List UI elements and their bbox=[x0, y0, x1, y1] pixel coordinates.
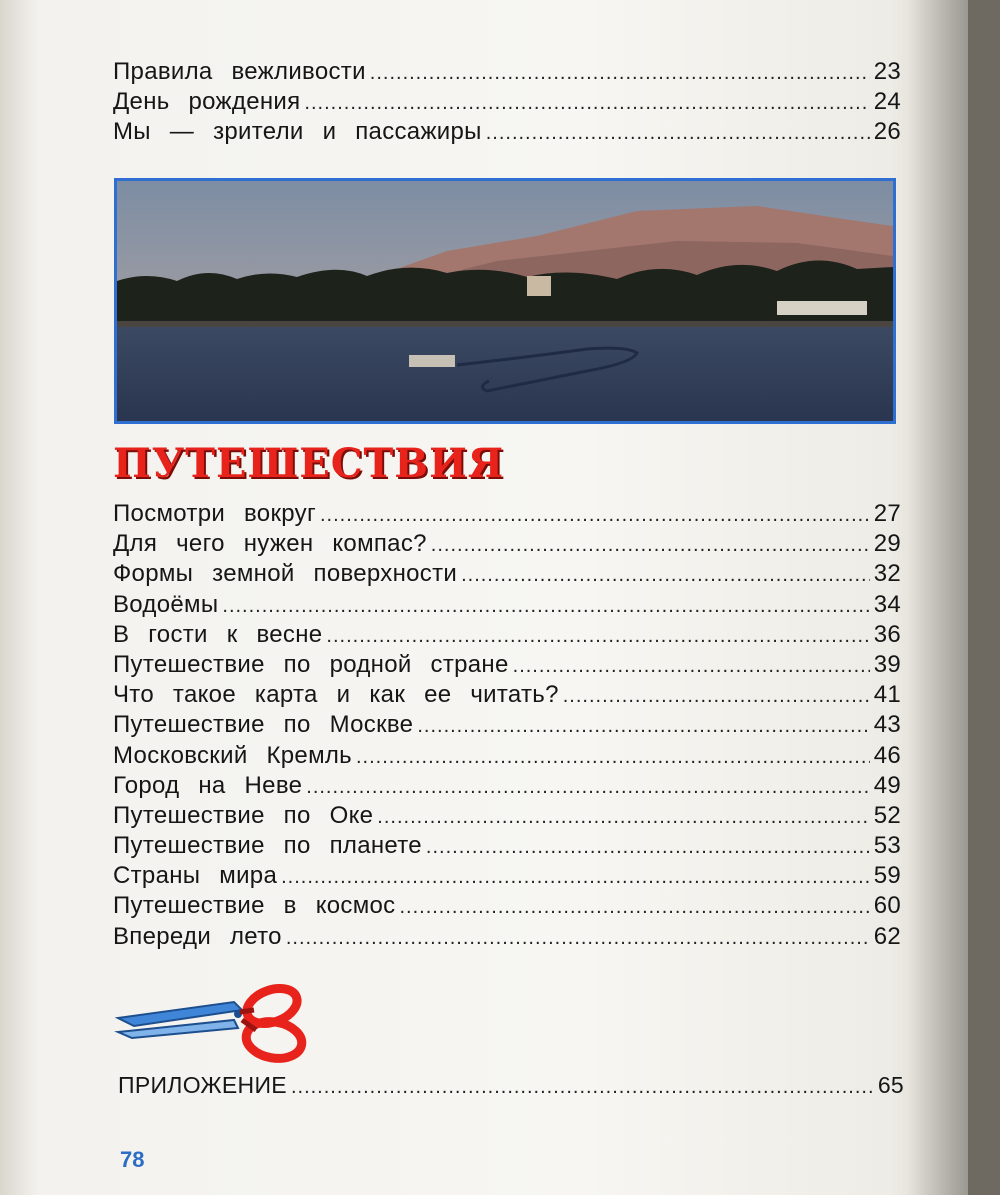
toc-entry bbox=[113, 711, 901, 741]
toc-entry bbox=[113, 772, 901, 802]
toc-top-list bbox=[113, 58, 901, 149]
toc-entry-page: 39 bbox=[873, 650, 901, 678]
toc-leader-dots bbox=[281, 866, 870, 889]
toc-entry-title: День рождения bbox=[113, 88, 301, 116]
appendix-entry-block bbox=[118, 1072, 904, 1102]
toc-leader-dots bbox=[461, 564, 870, 587]
toc-leader-dots bbox=[356, 746, 870, 769]
toc-leader-dots bbox=[431, 534, 870, 557]
toc-entry-title: Правила вежливости bbox=[113, 58, 366, 85]
toc-entry-title: Впереди лето bbox=[113, 922, 282, 950]
toc-entry-title: Путешествие по Москве bbox=[113, 711, 414, 739]
toc-entry-page: 32 bbox=[873, 560, 901, 588]
toc-entry bbox=[113, 651, 901, 681]
toc-entry-page: 49 bbox=[873, 771, 901, 799]
toc-entry bbox=[113, 560, 901, 590]
toc-entry bbox=[113, 862, 901, 892]
toc-entry bbox=[113, 923, 901, 953]
toc-entry bbox=[113, 892, 901, 922]
toc-entry-page: 60 bbox=[873, 892, 901, 920]
toc-entry-page: 46 bbox=[873, 741, 901, 769]
toc-entry bbox=[113, 802, 901, 832]
toc-leader-dots bbox=[417, 715, 869, 738]
toc-entry-page: 52 bbox=[873, 801, 901, 829]
toc-entry bbox=[113, 500, 901, 530]
section-heading: ПУТЕШЕСТВИЯ bbox=[113, 440, 505, 487]
toc-section-list bbox=[113, 500, 901, 953]
toc-entry-title: Путешествие в космос bbox=[113, 892, 396, 920]
toc-leader-dots bbox=[304, 92, 869, 115]
toc-entry-title: Путешествие по родной стране bbox=[113, 650, 509, 678]
toc-entry-title: Страны мира bbox=[113, 862, 278, 890]
toc-entry-title: Водоёмы bbox=[113, 590, 219, 618]
toc-entry-title: Посмотри вокруг bbox=[113, 500, 316, 527]
toc-entry-page: 24 bbox=[873, 88, 901, 116]
toc-leader-dots bbox=[286, 927, 870, 950]
toc-entry-page: 53 bbox=[873, 832, 901, 860]
toc-entry bbox=[113, 530, 901, 560]
toc-entry-title: Формы земной поверхности bbox=[113, 560, 458, 588]
toc-entry-page: 43 bbox=[873, 711, 901, 739]
toc-leader-dots bbox=[370, 62, 870, 85]
toc-entry-title: В гости к весне bbox=[113, 620, 323, 648]
toc-leader-dots bbox=[563, 685, 870, 708]
toc-leader-dots bbox=[291, 1076, 874, 1099]
toc-entry-page: 59 bbox=[873, 862, 901, 890]
toc-leader-dots bbox=[306, 776, 869, 799]
toc-entry-page: 62 bbox=[873, 922, 901, 950]
toc-leader-dots bbox=[320, 504, 870, 527]
toc-entry bbox=[113, 58, 901, 88]
page-number: 78 bbox=[120, 1147, 145, 1172]
toc-entry-page: 34 bbox=[873, 590, 901, 618]
toc-leader-dots bbox=[426, 836, 870, 859]
toc-leader-dots bbox=[513, 655, 870, 678]
toc-leader-dots bbox=[326, 625, 869, 648]
toc-leader-dots bbox=[377, 806, 869, 829]
appendix-title: ПРИЛОЖЕНИЕ bbox=[118, 1072, 287, 1098]
toc-entry-title: Город на Неве bbox=[113, 771, 303, 799]
toc-entry-title: Что такое карта и как ее читать? bbox=[113, 681, 559, 709]
toc-leader-dots bbox=[486, 122, 870, 145]
toc-entry-page: 29 bbox=[873, 530, 901, 558]
river-landscape-photo bbox=[114, 178, 896, 424]
toc-entry bbox=[113, 118, 901, 148]
toc-entry bbox=[113, 591, 901, 621]
toc-entry-page: 23 bbox=[873, 58, 901, 85]
appendix-page: 65 bbox=[877, 1072, 904, 1098]
page-edge-shadow bbox=[908, 0, 968, 1195]
toc-entry-title: Путешествие по планете bbox=[113, 832, 422, 860]
toc-entry bbox=[113, 681, 901, 711]
toc-entry-title: Мы — зрители и пассажиры bbox=[113, 118, 482, 146]
appendix-entry bbox=[118, 1072, 904, 1102]
toc-entry-page: 27 bbox=[873, 500, 901, 527]
toc-entry-title: Московский Кремль bbox=[113, 741, 352, 769]
toc-entry-page: 26 bbox=[873, 118, 901, 146]
toc-entry bbox=[113, 621, 901, 651]
toc-entry-title: Путешествие по Оке bbox=[113, 801, 374, 829]
toc-entry bbox=[113, 742, 901, 772]
toc-entry bbox=[113, 88, 901, 118]
toc-entry-page: 36 bbox=[873, 620, 901, 648]
scissors-icon bbox=[114, 980, 314, 1070]
toc-entry-title: Для чего нужен компас? bbox=[113, 530, 427, 558]
toc-entry-page: 41 bbox=[873, 681, 901, 709]
toc-entry bbox=[113, 832, 901, 862]
toc-leader-dots bbox=[222, 595, 869, 618]
toc-leader-dots bbox=[399, 896, 869, 919]
